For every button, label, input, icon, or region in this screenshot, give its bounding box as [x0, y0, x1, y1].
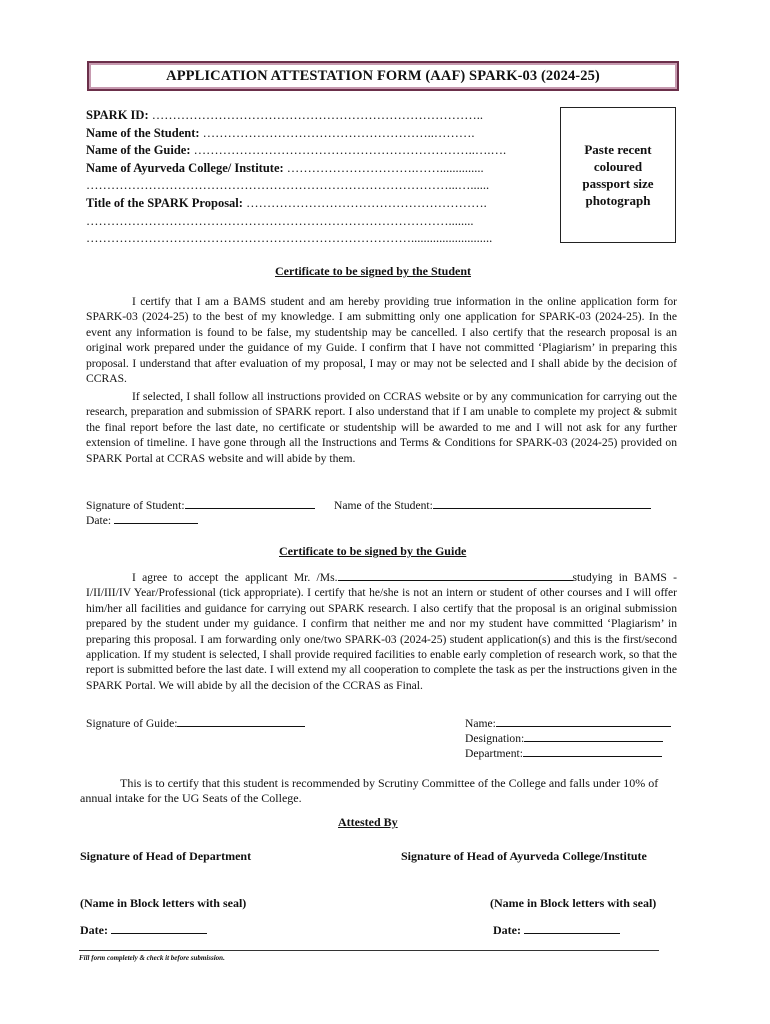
photo-text-3: passport size — [582, 176, 654, 191]
attested-by-heading: Attested By — [338, 815, 398, 829]
college-row[interactable] — [86, 160, 536, 178]
guide-name-blank[interactable]: …………………………………………………………..….…. — [190, 143, 507, 158]
guide-signature-field[interactable] — [86, 717, 305, 730]
college-blank-line2[interactable]: ……………………………………………………………………………...…...... — [86, 178, 490, 193]
guide-name-line[interactable] — [496, 726, 671, 727]
hod-date-field[interactable] — [80, 923, 207, 938]
head-college-name-block-label: (Name in Block letters with seal) — [490, 896, 657, 910]
student-date-label: Date: — [86, 514, 112, 527]
hod-date-label: Date: — [80, 923, 108, 937]
spark-id-row[interactable] — [86, 107, 536, 125]
footer-note: Fill form completely & check it before submission. — [79, 954, 225, 962]
student-signature-label: Signature of Student: — [86, 499, 185, 512]
proposal-title-blank[interactable]: …………………………………………………. — [242, 195, 487, 210]
head-college-date-line[interactable] — [524, 933, 620, 934]
head-college-date-label: Date: — [493, 923, 521, 937]
guide-certificate-para: I agree to accept the applicant Mr. /Ms. studying in BAMS -I/II/III/IV Year/Professional (tick appropriate). I certify that he/she is not an intern or student of other courses and I will offer him/her all facilities and guidance for carrying out SPARK research. I also certify that the proposal is an original submission prepared by the student under my guidance. I confirm that neither me and nor my student have committed ‘Plagiarism’ in preparing this proposal. I am forwarding only one/two SPARK-03 (2024-25) student application(s) and this is the first/second application. If my student is selected, I shall provide required facilities to enable early completion of research work, so that the report is submitted before the last date. I will extend my all cooperation to complete the task as per the instructions given in the SPARK Portal. We will abide by all the decision of the CCRAS as Final. — [86, 571, 678, 692]
head-college-signature-label: Signature of Head of Ayurveda College/Institute — [401, 849, 647, 863]
scrutiny-recommendation: This is to certify that this student is recommended by Scrutiny Committee of the College and falls under 10% of annual intake for the UG Seats of the College. — [80, 776, 659, 806]
proposal-title-blank-line3[interactable]: …………………………………………………………………….......................... — [86, 231, 493, 246]
student-name-sign-field[interactable] — [334, 499, 651, 512]
proposal-title-label: Title of the SPARK Proposal: — [86, 195, 243, 210]
hod-date-line[interactable] — [111, 933, 207, 934]
student-name-row[interactable] — [86, 125, 536, 143]
proposal-title-row[interactable] — [86, 195, 536, 213]
photo-placeholder[interactable] — [560, 107, 676, 243]
hod-name-block-label: (Name in Block letters with seal) — [80, 896, 247, 910]
student-signature-line[interactable] — [185, 508, 315, 509]
guide-name-label: Name: — [465, 717, 496, 730]
form-title-box — [87, 61, 679, 91]
student-name-sign-line[interactable] — [433, 508, 651, 509]
hod-signature-label: Signature of Head of Department — [80, 849, 252, 863]
guide-signature-line[interactable] — [177, 726, 305, 727]
photo-text-4: photograph — [585, 193, 651, 208]
student-certificate-heading: Certificate to be signed by the Student — [275, 264, 471, 278]
guide-designation-line[interactable] — [524, 741, 663, 742]
guide-designation-field[interactable] — [465, 732, 663, 745]
student-name-blank[interactable]: ………………………………………………..………. — [199, 125, 475, 140]
spark-id-blank[interactable]: …………………………………………………………………….. — [148, 108, 483, 122]
proposal-title-blank-line2[interactable]: ……………………………………………………………………………........ — [86, 213, 474, 228]
student-certificate-para1: I certify that I am a BAMS student and am hereby providing true information in the online application form for SPARK-03 (2024-25) to the best of my knowledge. I am submitting only one application for SPARK-03 (2024-25). In the event any information is found to be false, my studentship may be cancelled. I also certify that the research proposal is an original work prepared under the guidance of my Guide. I confirm that I have not committed ‘Plagiarism’ in preparing this proposal. I understand that after evaluation of my proposal, I may or may not be selected and I shall abide by the decision of CCRAS. — [86, 295, 677, 386]
student-name-label: Name of the Student: — [86, 125, 200, 140]
college-label: Name of Ayurveda College/ Institute: — [86, 160, 284, 175]
student-date-line[interactable] — [114, 523, 198, 524]
footer-divider — [79, 950, 659, 951]
form-title: APPLICATION ATTESTATION FORM (AAF) SPARK-03 (2024-25) — [166, 67, 600, 84]
guide-name-label: Name of the Guide: — [86, 143, 191, 158]
guide-name-field[interactable] — [465, 717, 671, 730]
student-date-field[interactable] — [86, 514, 198, 527]
applicant-fields — [86, 107, 536, 248]
guide-certificate-heading: Certificate to be signed by the Guide — [279, 544, 467, 558]
guide-designation-label: Designation: — [465, 732, 525, 745]
head-college-date-field[interactable] — [493, 923, 620, 938]
college-blank[interactable]: ………………………….…….............. — [283, 160, 484, 175]
student-certificate-para2: If selected, I shall follow all instructions provided on CCRAS website or by any communication for carrying out the research, preparation and submission of SPARK report. I also understand that if I am unable to complete my project & submit the final report before the last date, no certificate or studentship will be awarded to me and I will not ask for any further extension of timeline. I have gone through all the Instructions and Terms & Conditions for SPARK-03 (2024-25) provided on SPARK Portal at CCRAS website and will abide by them. — [86, 390, 677, 465]
applicant-name-line[interactable] — [338, 580, 573, 581]
guide-signature-label: Signature of Guide: — [86, 717, 178, 730]
photo-text-2: coloured — [593, 159, 643, 174]
guide-department-label: Department: — [465, 747, 523, 760]
student-signature-field[interactable] — [86, 499, 315, 512]
photo-text-1: Paste recent — [584, 142, 652, 157]
guide-name-row[interactable] — [86, 142, 536, 160]
guide-department-line[interactable] — [523, 756, 662, 757]
guide-department-field[interactable] — [465, 747, 662, 760]
student-name-sign-label: Name of the Student: — [334, 499, 433, 512]
spark-id-label: SPARK ID: — [86, 108, 149, 122]
